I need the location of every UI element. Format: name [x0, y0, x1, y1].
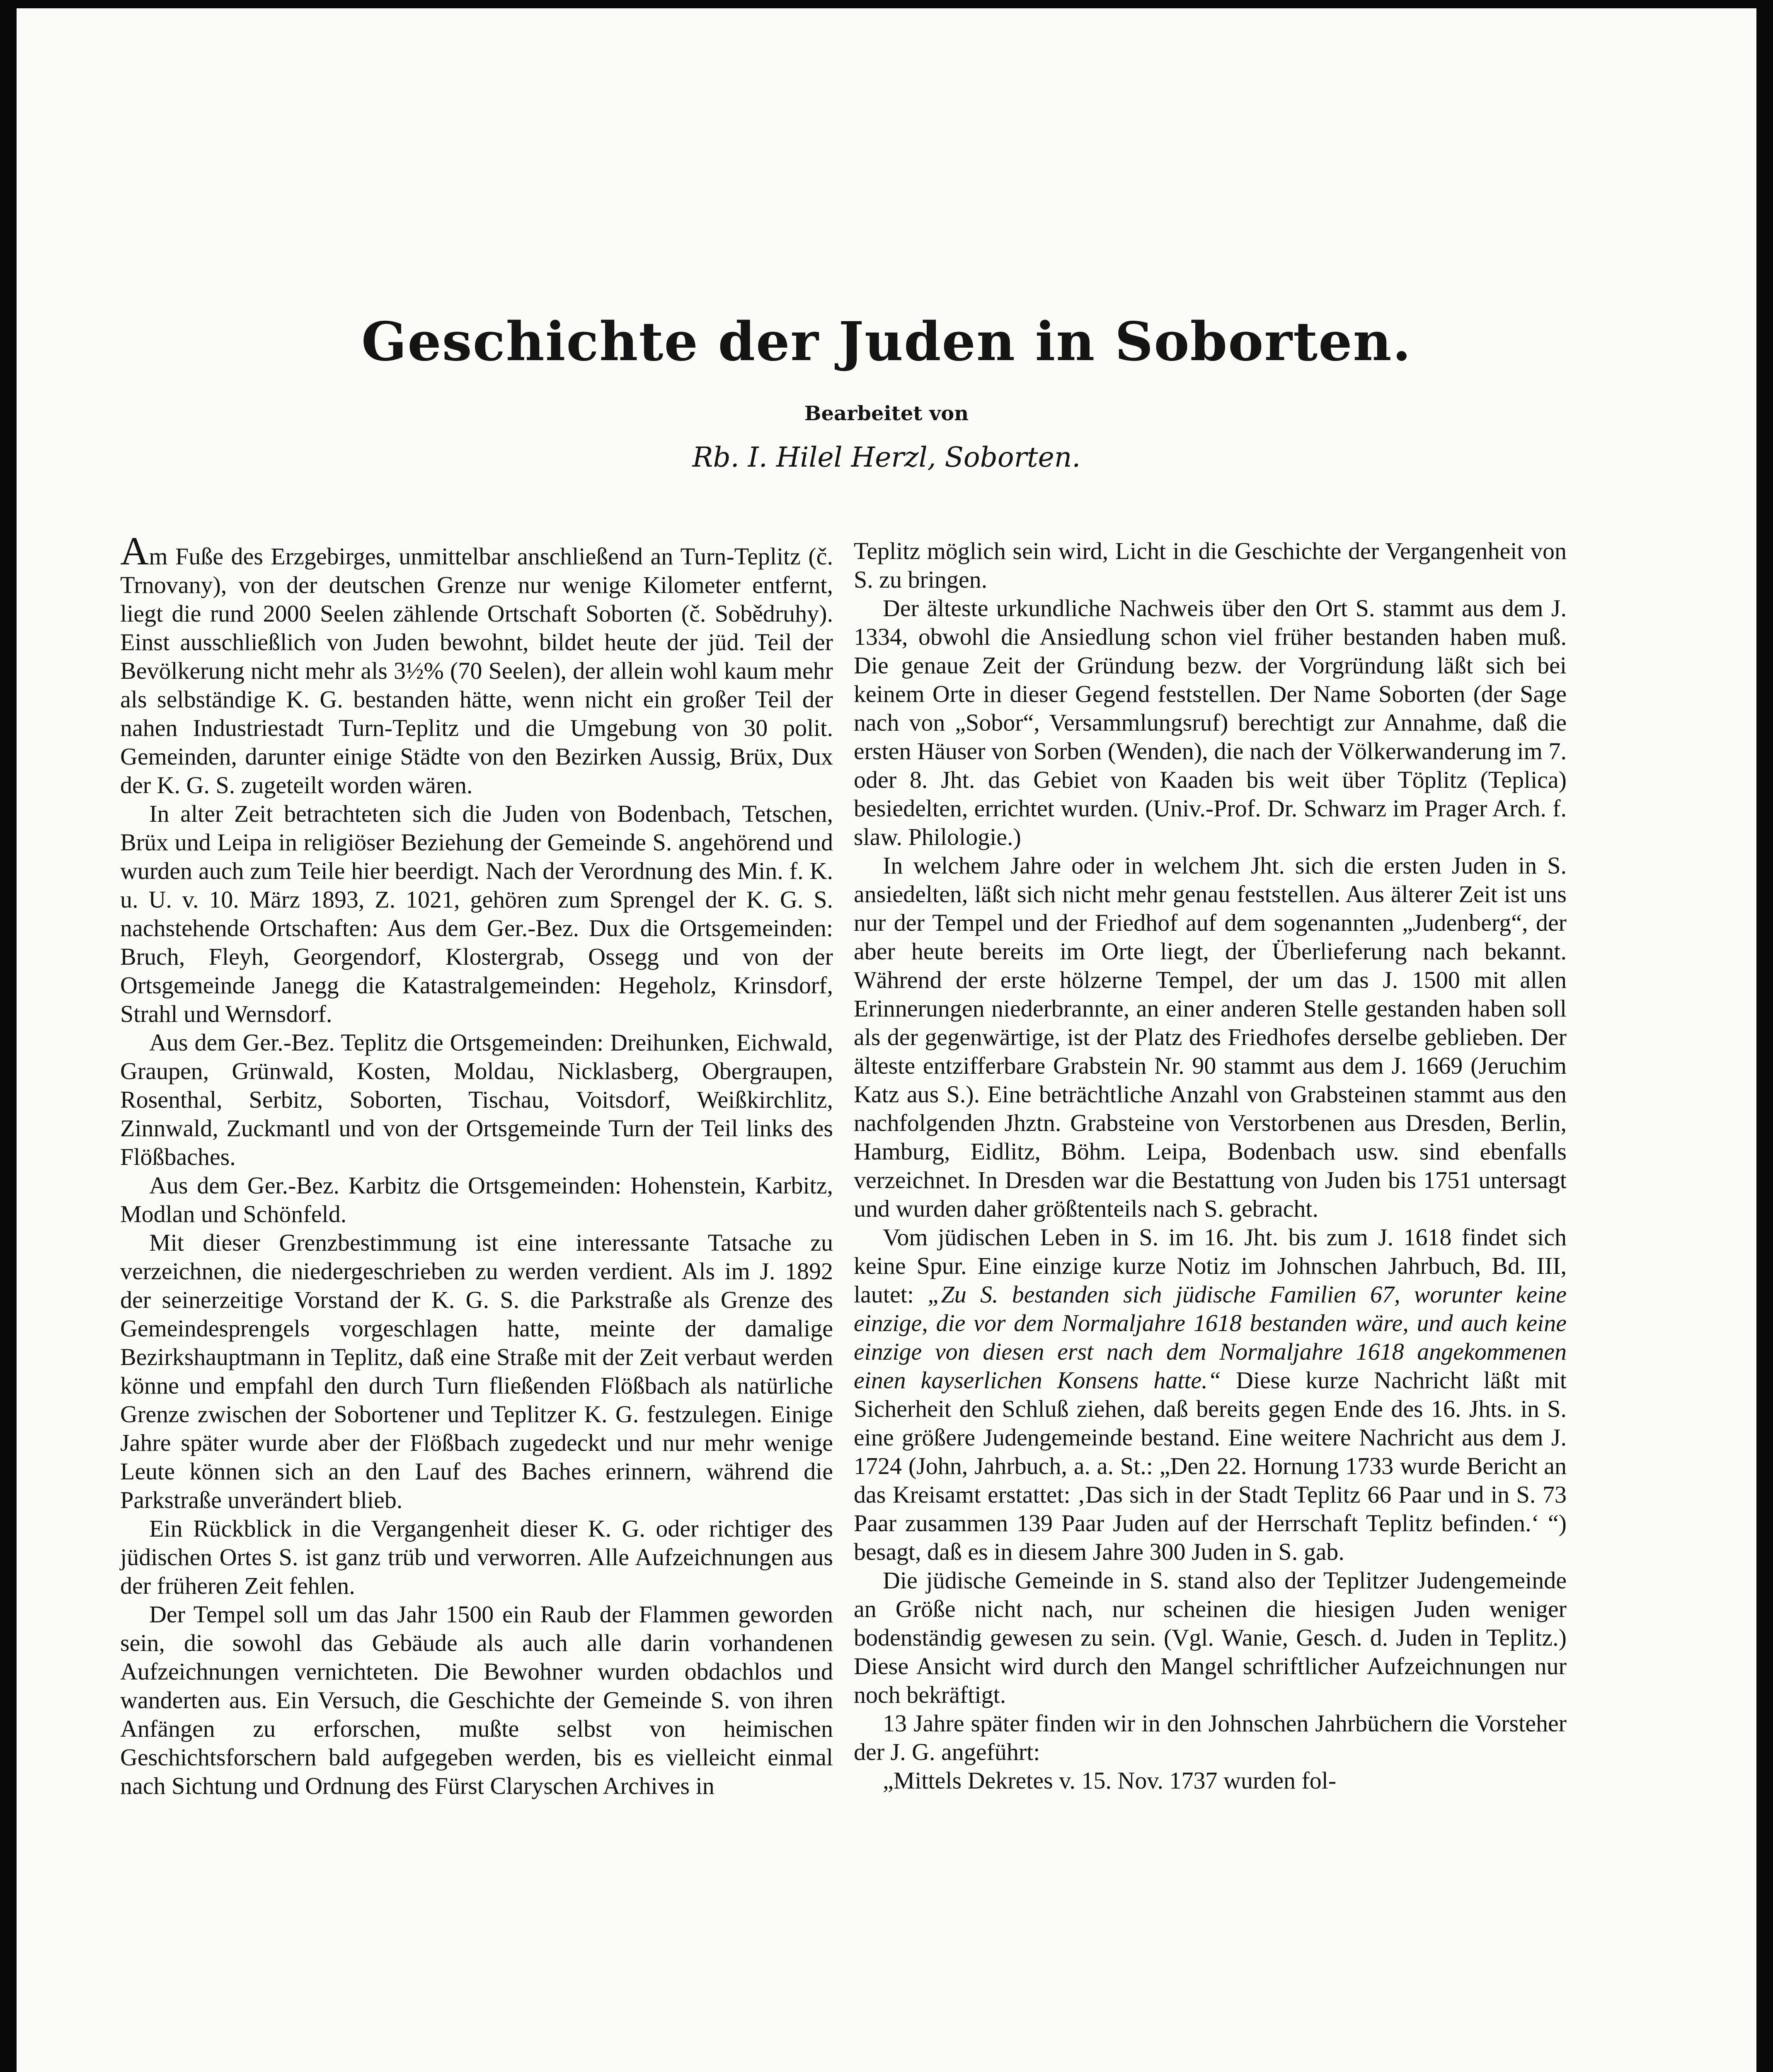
quote-italic: „Zu S. bestanden sich jüdische Familien 67, worunter keine einzige, die vor dem Normaljahre 1618 bestanden wäre, und auch keine einzige von diesen erst nach dem Normaljahre 1618 angekommenen einen kayserlichen Konsens hatte.“: [854, 1281, 1567, 1394]
paragraph: Die jüdische Gemeinde in S. stand also der Teplitzer Judengemeinde an Größe nicht nach, nur scheinen die hiesigen Juden weniger bodenständig gewesen zu sein. (Vgl. Wanie, Gesch. d. Juden in Teplitz.) Diese Ansicht wird durch den Mangel schriftlicher Aufzeichnungen nur noch bekräftigt.: [854, 1567, 1567, 1708]
paragraph: 13 Jahre später finden wir in den Johnschen Jahrbüchern die Vorsteher der J. G. angeführt:: [854, 1710, 1567, 1765]
paragraph: Der Tempel soll um das Jahr 1500 ein Raub der Flammen geworden sein, die sowohl das Gebäude als auch alle darin vorhandenen Aufzeichnungen vernichteten. Die Bewohner wurden obdachlos und wanderten aus. Ein Versuch, die Geschichte der Gemeinde S. von ihren Anfängen zu erforschen, mußte selbst von heimischen Geschichtsforschern bald aufgegeben werden, bis es vielleicht einmal nach Sichtung und Ordnung des Fürst Claryschen Archives in: [120, 1601, 833, 1799]
paragraph: Teplitz möglich sein wird, Licht in die Geschichte der Vergangenheit von S. zu bringen.: [854, 537, 1567, 593]
paragraph: Mit dieser Grenzbestimmung ist eine interessante Tatsache zu verzeichnen, die niedergeschrieben zu werden verdient. Als im J. 1892 der seinerzeitige Vorstand der K. G. S. die Parkstraße als Grenze des Gemeindesprengels vorgeschlagen hatte, meinte der damalige Bezirkshauptmann in Teplitz, daß eine Straße mit der Zeit verbaut werden könne und empfahl den durch Turn fließenden Flößbach als natürliche Grenze zwischen der Sobortener und Teplitzer K. G. festzulegen. Einige Jahre später wurde aber der Flößbach zugedeckt und nur mehr wenige Leute können sich an den Lauf des Baches erinnern, während die Parkstraße unverändert blieb.: [120, 1229, 833, 1513]
paragraph: Aus dem Ger.-Bez. Teplitz die Ortsgemeinden: Dreihunken, Eichwald, Graupen, Grünwald, Kosten, Moldau, Nicklasberg, Obergraupen, Rosenthal, Serbitz, Soborten, Tischau, Voitsdorf, Weißkirchlitz, Zinnwald, Zuckmantl und von der Ortsgemeinde Turn der Teil links des Flößbaches.: [120, 1029, 833, 1170]
article-title: Geschichte der Juden in Soborten.: [361, 311, 1412, 373]
paragraph: [854, 1223, 1567, 1566]
author-line: Rb. I. Hilel Herzl, Soborten.: [692, 441, 1081, 473]
paragraph: Ein Rückblick in die Vergangenheit dieser K. G. oder richtiger des jüdischen Ortes S. ist ganz trüb und verworren. Alle Aufzeichnungen aus der früheren Zeit fehlen.: [120, 1515, 833, 1599]
right-column: [854, 537, 1567, 1795]
paragraph: „Mittels Dekretes v. 15. Nov. 1737 wurden fol-: [883, 1767, 1337, 1794]
left-column: [120, 529, 833, 1800]
byline-prefix: Bearbeitet von: [804, 402, 969, 425]
text-run: Diese kurze Nachricht läßt mit Sicherheit den Schluß ziehen, daß bereits gegen Ende des 16. Jhts. in S. eine größere Judengemeinde bestand. Eine weitere Nachricht aus dem J. 1724 (John, Jahrbuch, a. a. St.: „Den 22. Hornung 1733 wurde Bericht an das Kreisamt erstattet: ‚Das sich in der Stadt Teplitz 66 Paar und in S. 73 Paar zusammen 139 Paar Juden auf der Herrschaft Teplitz befinden.‘ “) besagt, daß es in diesem Jahre 300 Juden in S. gab.: [854, 1367, 1567, 1565]
paragraph: In welchem Jahre oder in welchem Jht. sich die ersten Juden in S. ansiedelten, läßt sich nicht mehr genau feststellen. Aus älterer Zeit ist uns nur der Tempel und der Friedhof auf dem sogenannten „Judenberg“, der aber heute bereits im Orte liegt, der Überlieferung nach bekannt. Während der erste hölzerne Tempel, der um das J. 1500 mit allen Erinnerungen niederbrannte, an einer anderen Stelle gestanden haben soll als der gegenwärtige, ist der Platz des Friedhofes derselbe geblieben. Der älteste entzifferbare Grabstein Nr. 90 stammt aus dem J. 1669 (Jeruchim Katz aus S.). Eine beträchtliche Anzahl von Grabsteinen stammt aus den nachfolgenden Jhztn. Grabsteine von Verstorbenen aus Dresden, Berlin, Hamburg, Eidlitz, Böhm. Leipa, Bodenbach usw. sind ebenfalls verzeichnet. In Dresden war die Bestattung von Juden bis 1751 untersagt und wurden daher größtenteils nach S. gebracht.: [854, 852, 1567, 1222]
paragraph: Aus dem Ger.-Bez. Karbitz die Ortsgemeinden: Hohenstein, Karbitz, Modlan und Schönfeld.: [120, 1172, 833, 1227]
paragraph: Am Fuße des Erzgebirges, unmittelbar anschließend an Turn-Teplitz (č. Trnovany), von der deutschen Grenze nur wenige Kilometer entfernt, liegt die rund 2000 Seelen zählende Ortschaft Soborten (č. Sobědruhy). Einst ausschließlich von Juden bewohnt, bildet heute der jüd. Teil der Bevölkerung nicht mehr als 3½% (70 Seelen), der allein wohl kaum mehr als selbständige K. G. bestanden hätte, wenn nicht ein großer Teil der nahen Industriestadt Turn-Teplitz und die Umgebung von 30 polit. Gemeinden, darunter einige Städte von den Bezirken Aussig, Brüx, Dux der K. G. S. zugeteilt worden wären.: [120, 529, 833, 799]
page: [17, 8, 1756, 2072]
paragraph: Der älteste urkundliche Nachweis über den Ort S. stammt aus dem J. 1334, obwohl die Ansiedlung schon viel früher bestanden haben muß. Die genaue Zeit der Gründung bezw. der Vorgründung läßt sich bei keinem Orte in dieser Gegend feststellen. Der Name Soborten (der Sage nach von „Sobor“, Versammlungsruf) berechtigt zur Annahme, daß die ersten Häuser von Sorben (Wenden), die nach der Völkerwanderung im 7. oder 8. Jht. das Gebiet von Kaaden bis weit über Töplitz (Teplica) besiedelten, errichtet wurden. (Univ.-Prof. Dr. Schwarz im Prager Arch. f. slaw. Philologie.): [854, 595, 1567, 850]
text-run: Vom jüdischen Leben in S. im 16. Jht. bis zum J. 1618 findet sich keine Spur. Eine einzige kurze Notiz im Johnschen Jahrbuch, Bd. III, lautet:: [854, 1224, 1567, 1308]
paragraph: In alter Zeit betrachteten sich die Juden von Bodenbach, Tetschen, Brüx und Leipa in religiöser Beziehung der Gemeinde S. angehörend und wurden auch zum Teile hier beerdigt. Nach der Verordnung des Min. f. K. u. U. v. 10. März 1893, Z. 1021, gehören zum Sprengel der K. G. S. nachstehende Ortschaften: Aus dem Ger.-Bez. Dux die Ortsgemeinden: Bruch, Fleyh, Georgendorf, Klostergrab, Ossegg und von der Ortsgemeinde Janegg die Katastralgemeinden: Hegeholz, Krinsdorf, Strahl und Wernsdorf.: [120, 800, 833, 1027]
